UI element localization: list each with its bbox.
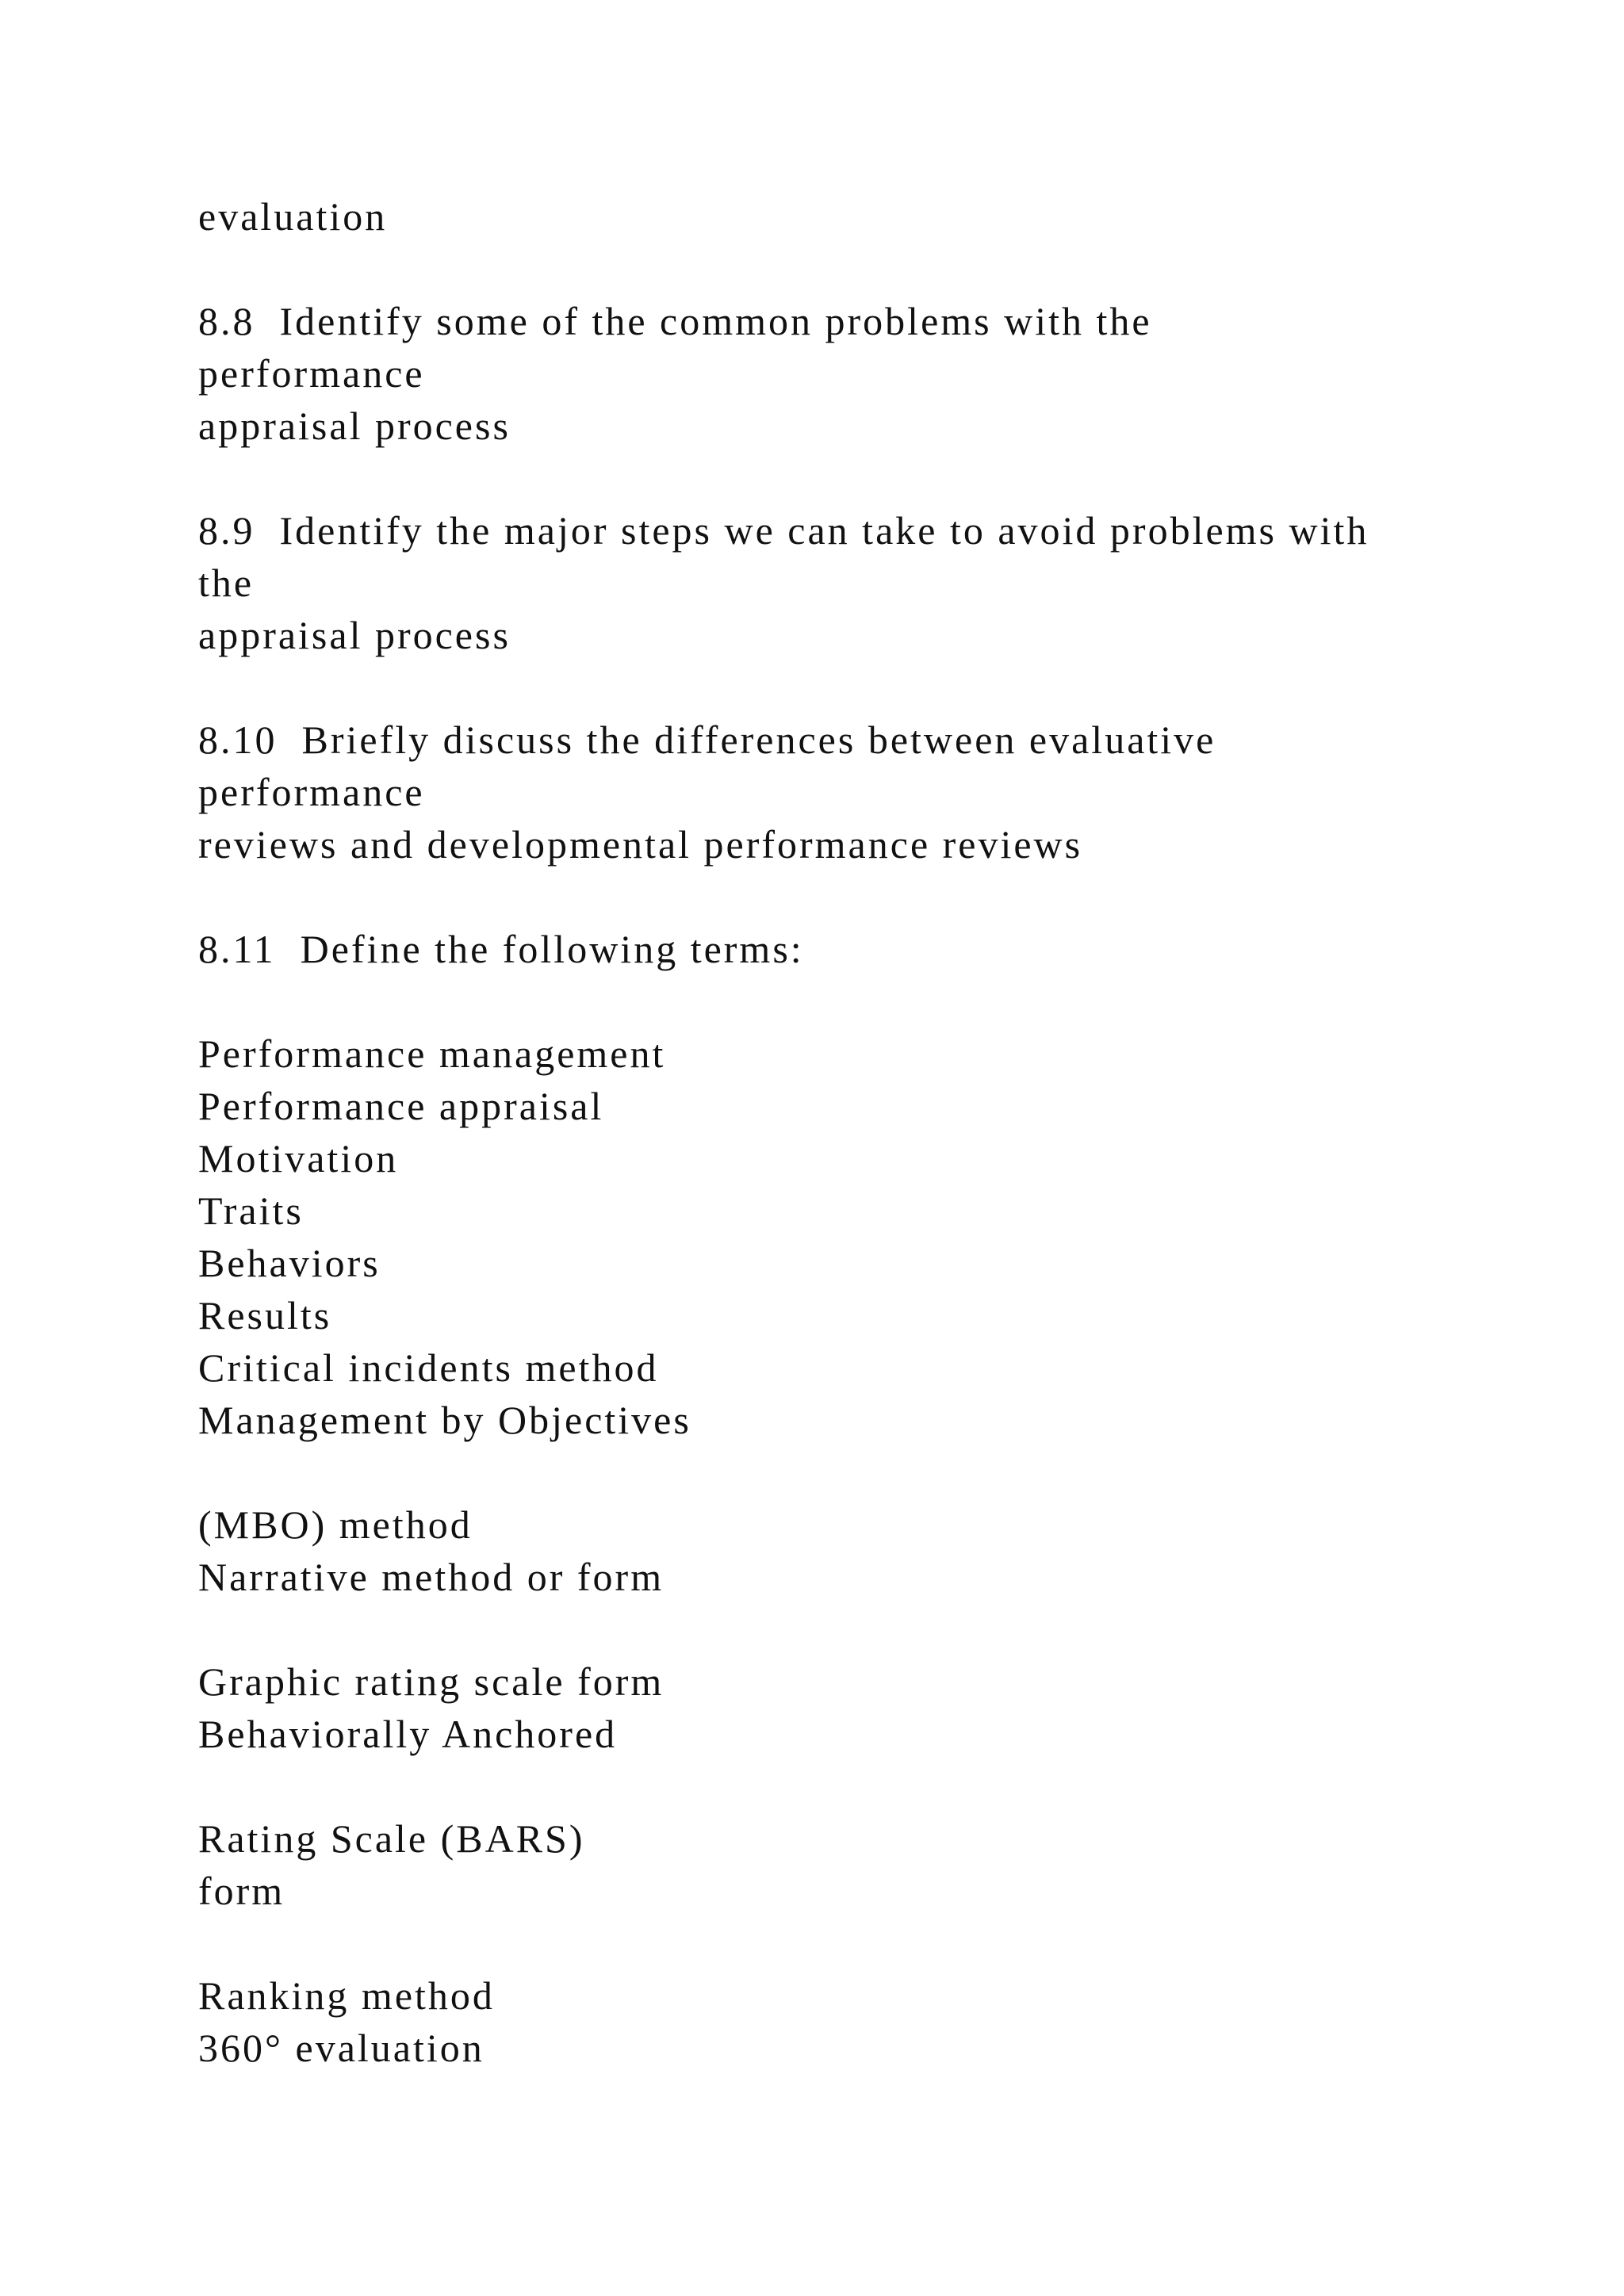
term-item: Narrative method or form: [198, 1555, 665, 1599]
blank-line: [198, 1603, 1546, 1655]
question-8-8-line: 8.8 Identify some of the common problems with the: [198, 299, 1152, 343]
question-8-9-line: 8.9 Identify the major steps we can take to avoid problems with: [198, 508, 1369, 553]
term-item: Traits: [198, 1188, 304, 1233]
term-item: Motivation: [198, 1136, 399, 1181]
question-8-10-line: 8.10 Briefly discuss the differences between evaluative: [198, 718, 1216, 762]
blank-line: [198, 452, 1546, 504]
terms-group: [198, 1969, 1546, 2074]
question-8-8: [198, 295, 1546, 452]
question-8-8-line: appraisal process: [198, 404, 511, 448]
blank-line: [198, 1760, 1546, 1812]
term-item: Behaviorally Anchored: [198, 1712, 618, 1756]
term-item: Rating Scale (BARS): [198, 1816, 585, 1861]
term-item: form: [198, 1869, 285, 1913]
blank-line: [198, 243, 1546, 295]
question-8-9-line: the: [198, 561, 255, 605]
terms-group: [198, 1655, 1546, 1760]
term-item: Management by Objectives: [198, 1398, 691, 1442]
term-item: Results: [198, 1293, 332, 1337]
term-item: Performance management: [198, 1031, 666, 1076]
term-item: 360° evaluation: [198, 2026, 485, 2070]
question-8-9: [198, 504, 1546, 661]
term-item: Graphic rating scale form: [198, 1659, 665, 1704]
blank-line: [198, 975, 1546, 1027]
term-item: Performance appraisal: [198, 1084, 604, 1128]
question-8-9-line: appraisal process: [198, 613, 511, 657]
term-item: (MBO) method: [198, 1502, 473, 1547]
question-8-8-line: performance: [198, 351, 425, 396]
term-item: Ranking method: [198, 1973, 495, 2018]
blank-line: [198, 661, 1546, 714]
intro-line: evaluation: [198, 194, 388, 239]
blank-line: [198, 1917, 1546, 1969]
question-8-10: [198, 714, 1546, 871]
term-item: Behaviors: [198, 1241, 381, 1285]
terms-group: [198, 1027, 1546, 1446]
terms-group: [198, 1498, 1546, 1603]
question-8-11-heading: 8.11 Define the following terms:: [198, 927, 804, 971]
blank-line: [198, 1446, 1546, 1498]
question-8-10-line: performance: [198, 770, 425, 814]
terms-group: [198, 1812, 1546, 1917]
term-item: Critical incidents method: [198, 1345, 659, 1390]
question-8-10-line: reviews and developmental performance reviews: [198, 822, 1083, 867]
document-body: [198, 190, 1546, 2074]
blank-line: [198, 871, 1546, 923]
